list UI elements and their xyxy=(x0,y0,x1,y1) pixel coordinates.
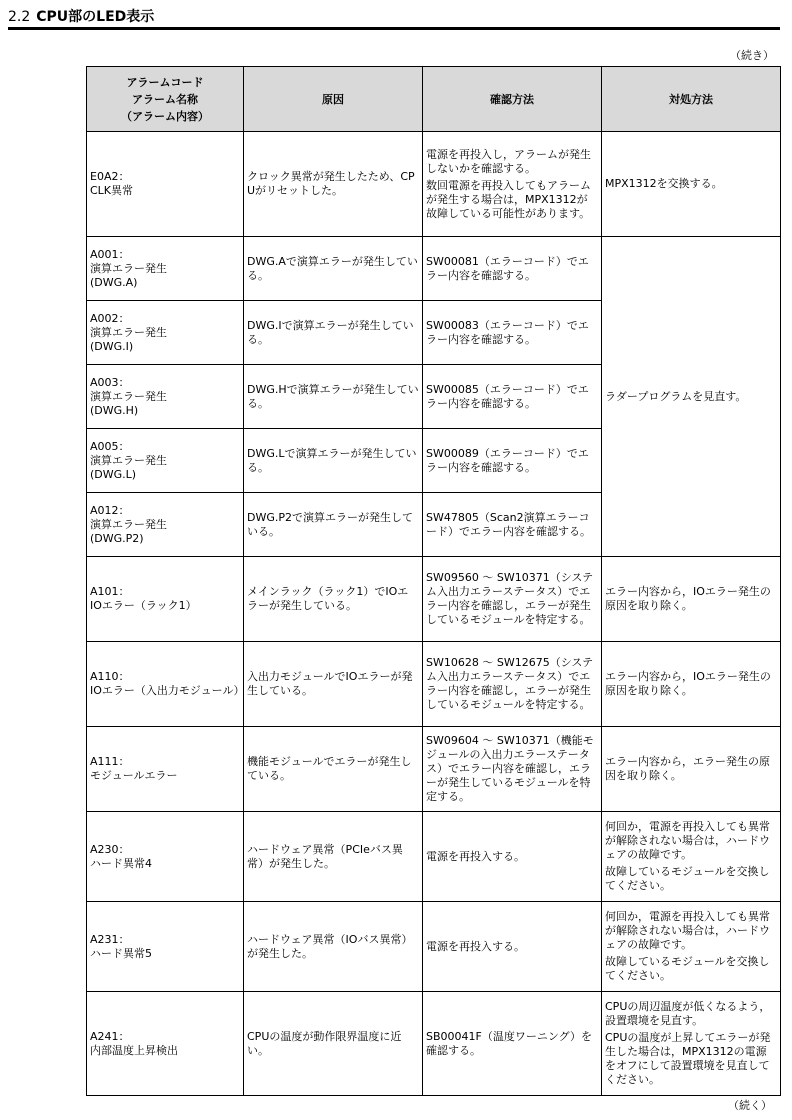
action-cell xyxy=(602,557,781,642)
alarm-name-detail: (DWG.P2) xyxy=(90,531,144,545)
header-cause: 原因 xyxy=(244,67,423,132)
alarm-name: 演算エラー発生 xyxy=(90,453,167,467)
check-cell xyxy=(423,642,602,727)
cause-cell: クロック異常が発生したため、CPUがリセットした。 xyxy=(244,132,423,237)
check-cell xyxy=(423,301,602,365)
action-text: エラー内容から，IOエラー発生の原因を取り除く。 xyxy=(605,585,771,612)
alarm-code-cell xyxy=(87,902,244,992)
cause-cell: DWG.Hで演算エラーが発生している。 xyxy=(244,365,423,429)
action-cell xyxy=(602,992,781,1096)
alarm-code: A101： xyxy=(90,585,130,598)
table-row xyxy=(87,557,781,642)
check-cell xyxy=(423,237,602,301)
alarm-code-cell xyxy=(87,557,244,642)
action-text: 何回か，電源を再投入しても異常が解除されない場合は，ハードウェアの故障です。 xyxy=(605,910,770,951)
check-cell xyxy=(423,429,602,493)
action-cell xyxy=(602,812,781,902)
action-text: 故障しているモジュールを交換してください。 xyxy=(605,865,770,892)
header-check-method: 確認方法 xyxy=(423,67,602,132)
action-cell xyxy=(602,727,781,812)
alarm-code: A110： xyxy=(90,670,130,683)
check-text: 電源を再投入する。 xyxy=(426,939,525,953)
table-row xyxy=(87,642,781,727)
alarm-code-cell xyxy=(87,493,244,557)
check-text: SW00083（エラーコード）でエラー内容を確認する。 xyxy=(426,318,589,346)
alarm-name: CLK異常 xyxy=(90,184,134,197)
table-row xyxy=(87,812,781,902)
alarm-code: A241： xyxy=(90,1029,130,1043)
check-text: SW09604 ～ SW10371（機能モジュールの入出力エラーステータス）でエラー内容を確認し，エラーが発生しているモジュールを特定する。 xyxy=(426,734,594,803)
alarm-name: IOエラー（ラック1） xyxy=(90,599,197,612)
header-action: 対処方法 xyxy=(602,67,781,132)
action-text: ラダープログラムを見直す。 xyxy=(605,389,747,403)
check-cell xyxy=(423,812,602,902)
action-cell xyxy=(602,642,781,727)
alarm-code: A003： xyxy=(90,375,130,389)
alarm-name: 演算エラー発生 xyxy=(90,261,167,275)
alarm-code-cell xyxy=(87,812,244,902)
check-text: SW10628 ～ SW12675（システム入出力エラーステータス）でエラー内容を確認し，エラーが発生しているモジュールを特定する。 xyxy=(426,656,594,711)
alarm-name: 演算エラー発生 xyxy=(90,389,167,403)
action-text: MPX1312を交換する。 xyxy=(605,177,723,190)
alarm-name: 演算エラー発生 xyxy=(90,517,167,531)
cause-cell: メインラック（ラック1）でIOエラーが発生している。 xyxy=(244,557,423,642)
cause-cell: CPUの温度が動作限界温度に近い。 xyxy=(244,992,423,1096)
alarm-code: A230： xyxy=(90,842,130,856)
cause-cell: DWG.Iで演算エラーが発生している。 xyxy=(244,301,423,365)
alarm-name: 演算エラー発生 xyxy=(90,325,167,339)
alarm-code: A231： xyxy=(90,932,130,946)
alarm-table xyxy=(86,66,781,1096)
section-header xyxy=(8,6,784,26)
alarm-code: A012： xyxy=(90,503,130,517)
alarm-name-detail: (DWG.A) xyxy=(90,275,138,289)
alarm-name: ハード異常4 xyxy=(90,856,152,870)
section-number: 2.2 xyxy=(8,9,31,25)
cause-cell: DWG.Aで演算エラーが発生している。 xyxy=(244,237,423,301)
table-row xyxy=(87,727,781,812)
cause-cell: DWG.Lで演算エラーが発生している。 xyxy=(244,429,423,493)
header-code-line: アラーム名称 xyxy=(132,92,198,106)
action-text: CPUの周辺温度が低くなるよう，設置環境を見直す。 xyxy=(605,1000,771,1027)
alarm-name: モジュールエラー xyxy=(90,769,178,782)
alarm-code-cell xyxy=(87,365,244,429)
alarm-name: IOエラー（入出力モジュール） xyxy=(90,684,245,697)
alarm-code: A111： xyxy=(90,755,130,768)
check-text: SW00081（エラーコード）でエラー内容を確認する。 xyxy=(426,254,589,282)
header-code-line: アラームコード xyxy=(126,75,204,89)
cause-cell: ハードウェア異常（IOバス異常）が発生した。 xyxy=(244,902,423,992)
action-text: 何回か，電源を再投入しても異常が解除されない場合は，ハードウェアの故障です。 xyxy=(605,820,770,861)
alarm-code-cell xyxy=(87,642,244,727)
alarm-code-cell xyxy=(87,132,244,237)
check-cell xyxy=(423,992,602,1096)
check-text: 電源を再投入し，アラームが発生しないかを確認する。 xyxy=(426,147,591,175)
header-alarm-code xyxy=(87,67,244,132)
alarm-code-cell xyxy=(87,237,244,301)
alarm-code: E0A2： xyxy=(90,170,130,183)
alarm-name: 内部温度上昇検出 xyxy=(90,1043,178,1057)
section-divider xyxy=(8,27,780,30)
table-row xyxy=(87,132,781,237)
section-title: CPU部のLED表示 xyxy=(36,9,155,25)
table-row xyxy=(87,992,781,1096)
check-cell xyxy=(423,365,602,429)
alarm-code: A002： xyxy=(90,311,130,325)
table-row xyxy=(87,237,781,301)
alarm-code-cell xyxy=(87,992,244,1096)
action-text: エラー内容から，エラー発生の原因を取り除く。 xyxy=(605,755,770,782)
check-text: 数回電源を再投入してもアラームが発生する場合は，MPX1312が故障している可能性があります。 xyxy=(426,178,591,220)
action-text: CPUの温度が上昇してエラーが発生した場合は，MPX1312の電源をオフにして設置環境を見直してください。 xyxy=(605,1031,771,1086)
continued-label-top: （続き） xyxy=(730,49,774,62)
alarm-code: A001： xyxy=(90,247,130,261)
action-text: 故障しているモジュールを交換してください。 xyxy=(605,955,770,982)
alarm-name-detail: (DWG.H) xyxy=(90,403,139,417)
alarm-name: ハード異常5 xyxy=(90,946,152,960)
check-text: 電源を再投入する。 xyxy=(426,849,525,863)
cause-cell: 入出力モジュールでIOエラーが発生している。 xyxy=(244,642,423,727)
check-cell xyxy=(423,493,602,557)
cause-cell: ハードウェア異常（PCIeバス異常）が発生した。 xyxy=(244,812,423,902)
continued-label-bottom: （続く） xyxy=(728,1099,772,1112)
check-cell xyxy=(423,902,602,992)
action-cell xyxy=(602,237,781,557)
check-text: SW09560 ～ SW10371（システム入出力エラーステータス）でエラー内容を確認し，エラーが発生しているモジュールを特定する。 xyxy=(426,571,594,626)
check-text: SW47805（Scan2演算エラーコード）でエラー内容を確認する。 xyxy=(426,510,591,538)
alarm-code-cell xyxy=(87,429,244,493)
table-header-row xyxy=(87,67,781,132)
check-cell xyxy=(423,557,602,642)
alarm-code-cell xyxy=(87,301,244,365)
check-text: SB00041F（温度ワーニング）を確認する。 xyxy=(426,1029,592,1057)
check-text: SW00085（エラーコード）でエラー内容を確認する。 xyxy=(426,382,589,410)
check-text: SW00089（エラーコード）でエラー内容を確認する。 xyxy=(426,446,589,474)
action-cell xyxy=(602,132,781,237)
check-cell xyxy=(423,132,602,237)
action-text: エラー内容から，IOエラー発生の原因を取り除く。 xyxy=(605,670,771,697)
alarm-code: A005： xyxy=(90,439,130,453)
cause-cell: DWG.P2で演算エラーが発生している。 xyxy=(244,493,423,557)
check-cell xyxy=(423,727,602,812)
action-cell xyxy=(602,902,781,992)
alarm-code-cell xyxy=(87,727,244,812)
table-row xyxy=(87,902,781,992)
alarm-name-detail: (DWG.I) xyxy=(90,339,134,353)
alarm-name-detail: (DWG.L) xyxy=(90,467,137,481)
header-code-line: （アラーム内容） xyxy=(121,109,209,123)
cause-cell: 機能モジュールでエラーが発生している。 xyxy=(244,727,423,812)
